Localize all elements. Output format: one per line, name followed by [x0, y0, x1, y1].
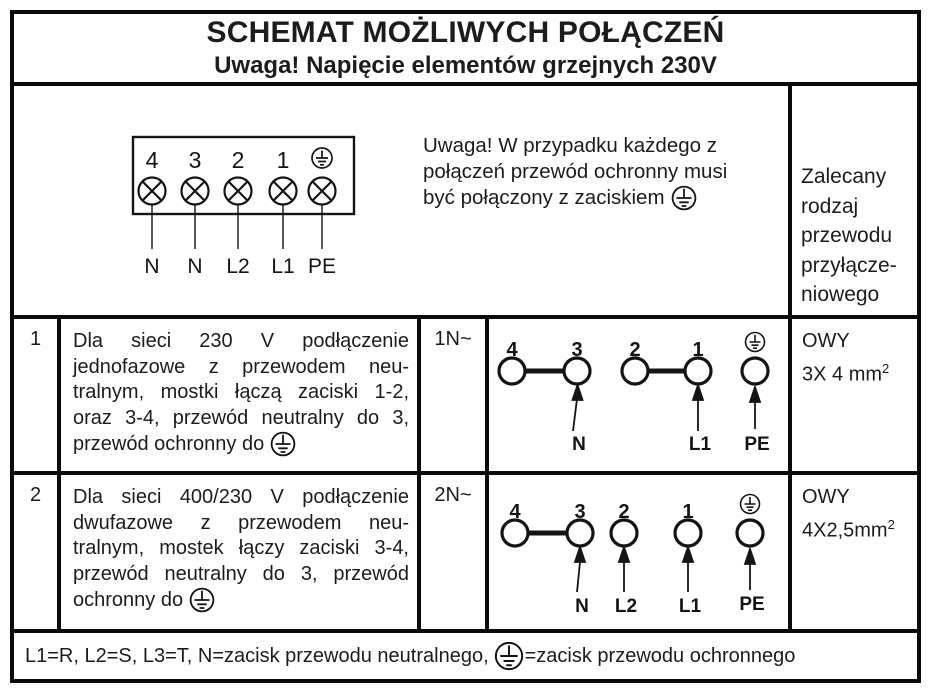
system-type: 1N~ — [434, 328, 472, 350]
cable-type-header: Zalecany rodzaj przewodu przyłącze- niowego — [801, 165, 897, 306]
earth-ground-icon — [746, 333, 765, 352]
svg-text:L2: L2 — [226, 255, 250, 278]
earth-ground-icon — [270, 431, 296, 457]
connection-table — [10, 10, 921, 683]
row-number: 2 — [29, 484, 42, 506]
svg-text:2: 2 — [629, 339, 641, 361]
cable-type: OWY — [802, 486, 850, 508]
svg-text:1: 1 — [682, 501, 694, 523]
svg-text:N: N — [144, 255, 160, 278]
warning-line: Uwaga! W przypadku każdego z — [423, 134, 717, 157]
svg-text:PE: PE — [744, 434, 770, 455]
row1-description-cell — [61, 319, 417, 471]
svg-text:L2: L2 — [614, 596, 638, 617]
svg-text:N: N — [187, 255, 203, 278]
row2-number-cell — [14, 475, 57, 629]
svg-text:L1: L1 — [678, 596, 702, 617]
svg-text:4: 4 — [509, 501, 521, 523]
cable-type-header-cell — [792, 86, 917, 315]
wire-arrows — [575, 547, 755, 592]
svg-text:3: 3 — [574, 501, 586, 523]
connection-diagram-1n — [489, 319, 788, 471]
title-block — [14, 14, 917, 82]
legend-footer — [14, 633, 917, 679]
svg-text:PE: PE — [739, 594, 765, 615]
svg-text:2: 2 — [231, 147, 245, 173]
svg-text:N: N — [572, 434, 586, 455]
warning-line: być połączony z zaciskiem — [423, 185, 783, 211]
earth-ground-icon — [312, 148, 332, 168]
warning-line: połączeń przewód ochronny musi — [423, 160, 728, 183]
svg-text:PE: PE — [307, 255, 337, 278]
terminal-numbers — [146, 147, 290, 173]
svg-text:1: 1 — [692, 339, 704, 361]
earth-ground-icon — [671, 185, 697, 211]
legend-text: =zacisk przewodu ochronnego — [524, 644, 796, 667]
terminal-block-diagram — [120, 132, 360, 282]
row2-cable-cell — [792, 475, 917, 629]
row1-description: Dla sieci 230 V podłączenie jednofazowe z przewodem neu- tralnym, mostki łączą zaciski 1-2, oraz 3-4, przewód neutralny do 3, przewód ochronny do — [73, 330, 409, 455]
row2-diagram-cell — [489, 475, 788, 629]
terminal-screws — [139, 178, 336, 205]
legend-text: L1=R, L2=S, L3=T, N=zacisk przewodu neutralnego, — [25, 644, 489, 667]
row1-diagram-cell — [489, 319, 788, 471]
connection-diagram-2n — [489, 475, 788, 629]
system-type: 2N~ — [434, 484, 472, 506]
page-title: SCHEMAT MOŻLIWYCH POŁĄCZEŃ — [206, 16, 725, 49]
svg-text:4: 4 — [145, 147, 159, 173]
earth-ground-icon — [741, 495, 760, 514]
wire-arrows — [573, 385, 761, 431]
row2-system-cell — [421, 475, 485, 629]
terminal-wire-labels — [144, 255, 336, 278]
svg-text:1: 1 — [276, 147, 290, 173]
svg-text:3: 3 — [571, 339, 583, 361]
terminal-leads — [152, 205, 322, 249]
earth-ground-icon — [189, 587, 215, 613]
row1-number-cell — [14, 319, 57, 471]
row1-cable-cell — [792, 319, 917, 471]
row1-system-cell — [421, 319, 485, 471]
svg-text:4: 4 — [506, 339, 518, 361]
svg-text:L1: L1 — [271, 255, 295, 278]
svg-text:N: N — [575, 596, 589, 617]
svg-text:L1: L1 — [688, 434, 712, 455]
row-number: 1 — [29, 328, 42, 350]
cable-size: $4X2,5mm^2$ — [802, 517, 895, 542]
cable-type: OWY — [802, 330, 850, 352]
earth-ground-icon — [494, 641, 524, 671]
row2-description-cell — [61, 475, 417, 629]
page-subtitle: Uwaga! Napięcie elementów grzejnych 230V — [214, 52, 717, 79]
svg-text:3: 3 — [188, 147, 202, 173]
warning-note — [423, 133, 783, 211]
cable-size: 3X 4 $mm^2$ — [802, 361, 890, 386]
svg-text:2: 2 — [618, 501, 630, 523]
terminal-overview-cell — [14, 86, 788, 315]
row2-description: Dla sieci 400/230 V podłączenie dwufazowe z przewodem neu- tralnym, mostek łączy zaciski 3-4, przewód neutralny do 3, przewód ochronny do — [73, 486, 409, 611]
